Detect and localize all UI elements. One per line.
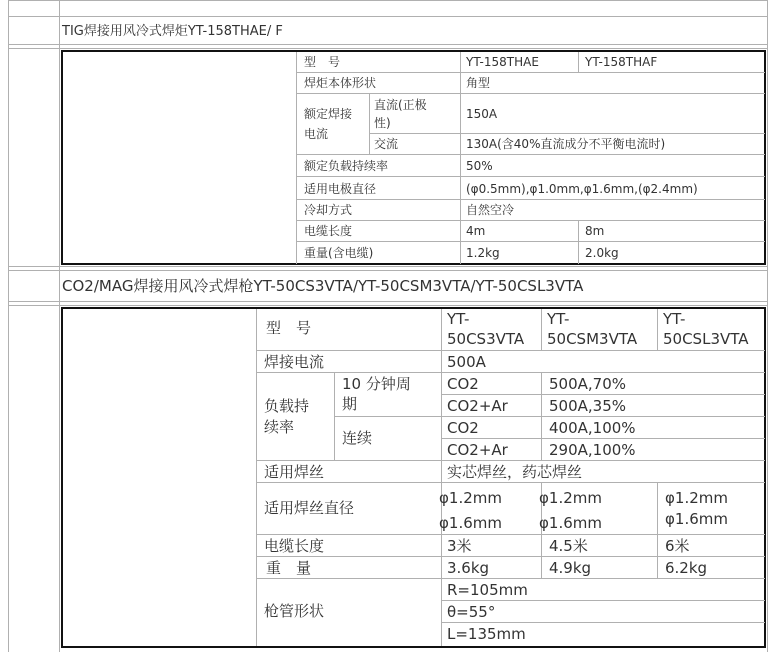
s2-period10-co2ar: 500A,35% (549, 397, 626, 415)
s2-col-line (256, 309, 257, 646)
s1-col-line (460, 52, 461, 264)
s1-row-line (296, 199, 765, 200)
s2-gas-co2-1: CO2 (447, 375, 479, 393)
s1-cable-label: 电缆长度 (304, 224, 353, 238)
s2-cable-label: 电缆长度 (264, 537, 325, 555)
outer-line-5 (8, 270, 768, 271)
s1-cable-b: 8m (585, 224, 605, 238)
s2-duty-label: 负载持 续率 (264, 397, 310, 436)
s2-row-line (334, 416, 765, 417)
s2-model-c: YT- 50CSL3VTA (663, 310, 749, 348)
outer-col-divider (59, 0, 60, 652)
s1-row-line (296, 220, 765, 221)
s2-wire-label: 适用焊丝 (264, 463, 325, 481)
s2-col-line (541, 372, 542, 460)
s2-col-line (334, 372, 335, 460)
s2-row-line (441, 600, 765, 601)
s2-current-value: 500A (447, 353, 486, 371)
s2-weight-label: 重 量 (266, 559, 312, 577)
s2-gas-co2-2: CO2 (447, 419, 479, 437)
s2-row-line (441, 394, 765, 395)
s2-row-line (441, 438, 765, 439)
s2-weight-c: 6.2kg (665, 559, 708, 577)
outer-top-line (8, 0, 768, 1)
s1-electrode-value: (φ0.5mm),φ1.0mm,φ1.6mm,(φ2.4mm) (466, 182, 698, 196)
s1-row-line (296, 93, 765, 94)
s2-gas-co2ar-1: CO2+Ar (447, 397, 508, 415)
s2-continuous-label: 连续 (342, 429, 373, 447)
s2-period10-co2: 500A,70% (549, 375, 626, 393)
outer-left-border (8, 0, 9, 652)
s1-row-line (296, 241, 765, 242)
s1-row-line (369, 133, 765, 134)
s1-dc-value: 150A (466, 107, 498, 121)
s2-col-line (657, 309, 658, 350)
s2-cable-c: 6米 (665, 537, 690, 555)
s2-col-line (441, 309, 442, 646)
s1-weight-label: 重量(含电缆) (304, 246, 374, 260)
outer-line-4 (8, 266, 768, 267)
s2-neck-r: R=105mm (447, 581, 528, 599)
s2-model-b: YT- 50CSM3VTA (547, 310, 638, 348)
s2-row-line (256, 350, 765, 351)
s1-duty-label: 额定负载持续率 (304, 159, 389, 173)
s2-wire-dia-c: φ1.2mm φ1.6mm (665, 489, 728, 528)
s1-duty-value: 50% (466, 159, 493, 173)
s1-shape-label: 焊炬本体形状 (304, 76, 377, 90)
s2-neck-l: L=135mm (447, 625, 526, 643)
s2-current-label: 焊接电流 (264, 353, 325, 371)
s2-continuous-co2: 400A,100% (549, 419, 636, 437)
s2-wire-value: 实芯焊丝，药芯焊丝 (447, 463, 583, 481)
s1-ac-label: 交流 (374, 137, 399, 151)
outer-line-6 (8, 301, 768, 302)
s2-row-line (256, 372, 765, 373)
s2-wire-dia-label: 适用焊丝直径 (264, 499, 355, 517)
s2-row-line (256, 556, 765, 557)
s1-dc-label: 直流(正极性) (374, 98, 427, 130)
s2-row-line (441, 622, 765, 623)
s1-cooling-value: 自然空冷 (466, 203, 515, 217)
s1-rated-current-label: 额定焊接电流 (304, 107, 353, 141)
s2-row-line (256, 578, 765, 579)
s2-row-line (256, 482, 765, 483)
s1-model-a: YT-158THAE (466, 55, 539, 69)
s1-weight-a: 1.2kg (466, 246, 500, 260)
s1-shape-value: 角型 (466, 76, 491, 90)
s2-period10-label: 10 分钟周 期 (342, 375, 411, 413)
s1-col-line (296, 52, 297, 264)
s1-cooling-label: 冷却方式 (304, 203, 353, 217)
s1-cable-a: 4m (466, 224, 486, 238)
s1-weight-b: 2.0kg (585, 246, 619, 260)
s2-model-a: YT- 50CS3VTA (447, 310, 525, 348)
s1-model-b: YT-158THAF (585, 55, 658, 69)
s2-col-line (657, 482, 658, 578)
s2-neck-label: 枪管形状 (264, 602, 325, 620)
section1-title: TIG焊接用风冷式焊炬YT-158THAE/ F (62, 24, 283, 39)
s2-wire-dia-b: φ1.2mm φ1.6mm (539, 489, 602, 532)
s2-cable-b: 4.5米 (549, 537, 588, 555)
outer-right-border (767, 0, 768, 652)
s2-weight-b: 4.9kg (549, 559, 592, 577)
outer-line-3 (8, 48, 768, 49)
s1-row-line (296, 154, 765, 155)
s1-col-line (578, 52, 579, 73)
s2-row-line (256, 534, 765, 535)
s2-continuous-co2ar: 290A,100% (549, 441, 636, 459)
s1-ac-value: 130A(含40%直流成分不平衡电流时) (466, 137, 666, 151)
s2-col-line (541, 309, 542, 350)
s1-model-label: 型 号 (304, 55, 341, 69)
s1-col-line (578, 220, 579, 264)
s2-gas-co2ar-2: CO2+Ar (447, 441, 508, 459)
section2-table-frame (61, 307, 766, 648)
s1-row-line (296, 176, 765, 177)
s1-row-line (296, 72, 765, 73)
s2-model-label: 型 号 (266, 319, 312, 337)
s2-neck-theta: θ=55° (447, 603, 496, 621)
s2-row-line (256, 460, 765, 461)
s2-weight-a: 3.6kg (447, 559, 490, 577)
outer-line-2 (8, 44, 768, 45)
s2-cable-a: 3米 (447, 537, 472, 555)
s2-wire-dia-a: φ1.2mm φ1.6mm (439, 489, 502, 532)
outer-line-1 (8, 16, 768, 17)
section1-table-frame (61, 50, 766, 265)
section2-title: CO2/MAG焊接用风冷式焊枪YT-50CS3VTA/YT-50CSM3VTA/YT-50CSL3VTA (62, 277, 584, 295)
s1-electrode-label: 适用电极直径 (304, 182, 377, 196)
outer-line-7 (8, 305, 768, 306)
s1-col-line (369, 93, 370, 154)
